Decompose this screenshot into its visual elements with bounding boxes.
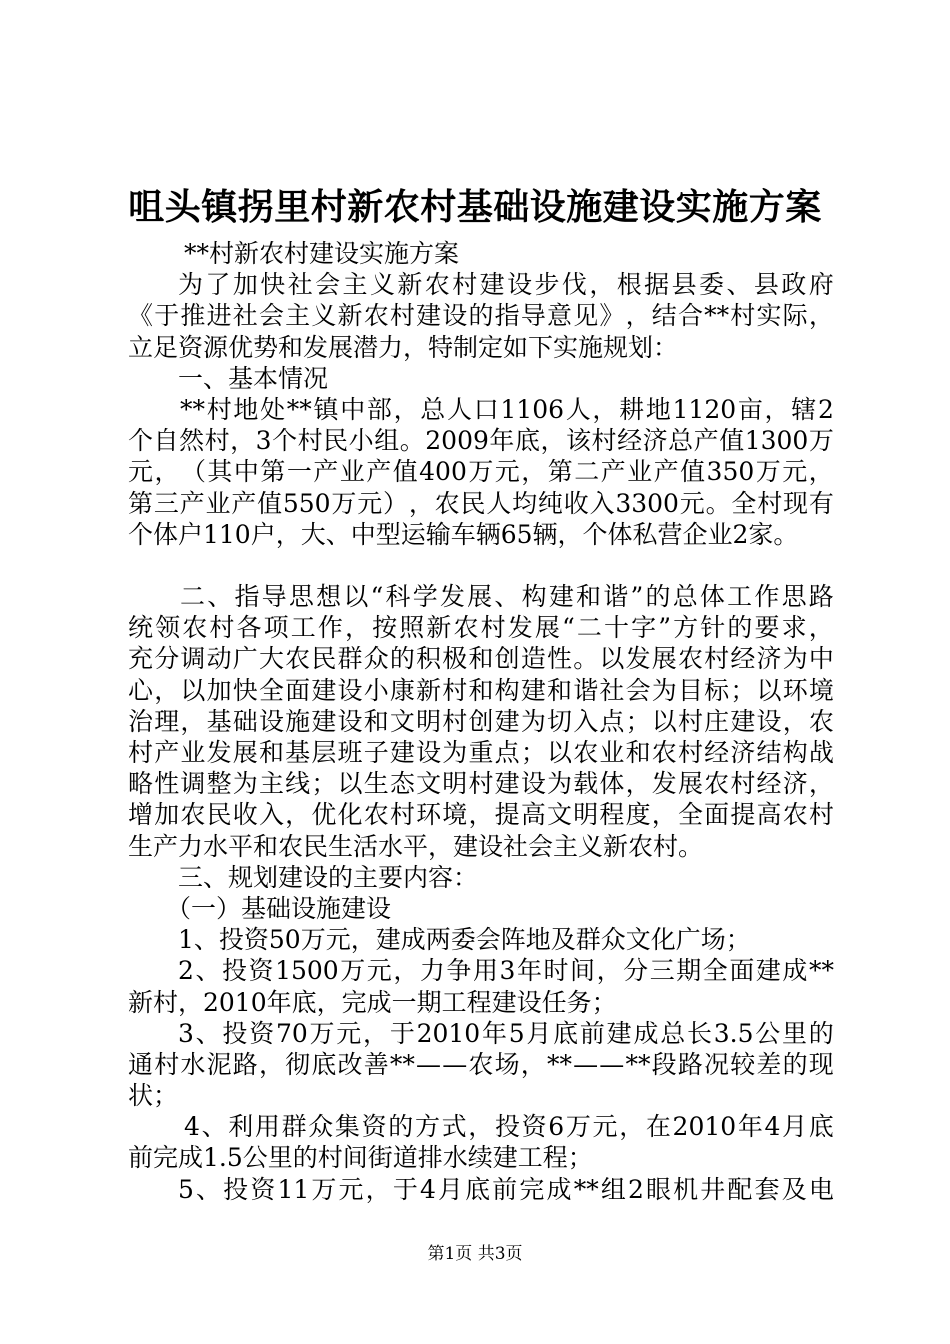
paragraph-line: 治 理 ， 基 础 设 施 建 设 和 文 明 村 创 建 为 切 入 点 ； 以 村 庄 建 设 ， 农 [128,706,834,736]
paragraph-line: 2 、 投 资 1500 万 元 ， 力 争 用 3 年 时 间 ， 分 三 期 全 面 建 成 ** [178,956,834,986]
document-title: 咀头镇拐里村新农村基础设施建设实施方案 [128,186,822,228]
paragraph-line: 《 于 推 进 社 会 主 义 新 农 村 建 设 的 指 导 意 见 》 ， 结 合 ** 村 实 际 ， [128,301,834,331]
document-body [128,238,834,1205]
paragraph-line: 心 ， 以 加 快 全 面 建 设 小 康 新 村 和 构 建 和 谐 社 会 为 目 标 ； 以 环 境 [128,675,834,705]
paragraph-line: 一、基本情况 [178,363,329,393]
paragraph-line: 立足资源优势和发展潜力，特制定如下实施规划： [128,332,679,362]
paragraph-line: 5 、 投 资 11 万 元 ， 于 4 月 底 前 完 成 ** 组 2 眼 机 井 配 套 及 电 [178,1174,834,1204]
paragraph-line: 略 性 调 整 为 主 线 ； 以 生 态 文 明 村 建 设 为 载 体 ， 发 展 农 村 经 济 ， [128,769,834,799]
paragraph-line: 4 、 利 用 群 众 集 资 的 方 式 ， 投 资 6 万 元 ， 在 2010 年 4 月 底 [184,1112,834,1142]
paragraph-line: 1、投资50万元，建成两委会阵地及群众文化广场； [178,925,751,955]
paragraph-line: 统 领 农 村 各 项 工 作 ， 按 照 新 农 村 发 展 “ 二 十 字 ” 方 针 的 要 求 ， [128,613,834,643]
paragraph-line: 个 自 然 村 ， 3 个 村 民 小 组 。 2009 年 底 ， 该 村 经 济 总 产 值 1300 万 [128,426,834,456]
paragraph-line: 状； [128,1081,179,1111]
paragraph-line: 前完成1.5公里的村间街道排水续建工程； [128,1143,593,1173]
paragraph-line: 为 了 加 快 社 会 主 义 新 农 村 建 设 步 伐 ， 根 据 县 委 、 县 政 府 [178,270,834,300]
paragraph-line: 增 加 农 民 收 入 ， 优 化 农 村 环 境 ， 提 高 文 明 程 度 ， 全 面 提 高 农 村 [128,800,834,830]
paragraph-line: 第 三 产 业 产 值 550 万 元 ） ， 农 民 人 均 纯 收 入 3300 元 。 全 村 现 有 [128,488,834,518]
paragraph-line: （一）基础设施建设 [166,893,392,923]
paragraph-line: 通 村 水 泥 路 ， 彻 底 改 善 ** — — 农 场 ， ** — — ** 段 路 况 较 差 的 现 [128,1049,834,1079]
paragraph-line: ** 村 地 处 ** 镇 中 部 ， 总 人 口 1106 人 ， 耕 地 1120 亩 ， 辖 2 [180,394,834,424]
paragraph-line: 二 、 指 导 思 想 以 “ 科 学 发 展 、 构 建 和 谐 ” 的 总 体 工 作 思 路 [180,582,834,612]
paragraph-line: 新村，2010年底，完成一期工程建设任务； [128,987,617,1017]
paragraph-line: **村新农村建设实施方案 [184,239,460,268]
paragraph-line: 村 产 业 发 展 和 基 层 班 子 建 设 为 重 点 ； 以 农 业 和 农 村 经 济 结 构 战 [128,738,834,767]
blank-line [128,550,834,581]
paragraph-line: 生产力水平和农民生活水平，建设社会主义新农村。 [128,831,704,861]
paragraph-line: 个体户110户，大、中型运输车辆65辆，个体私营企业2家。 [128,519,799,549]
paragraph-line: 充 分 调 动 广 大 农 民 群 众 的 积 极 和 创 造 性 。 以 发 展 农 村 经 济 为 中 [128,644,834,674]
page-footer: 第1页 共3页 [427,1244,523,1264]
paragraph-line: 三、规划建设的主要内容： [178,862,479,892]
paragraph-line: 3 、 投 资 70 万 元 ， 于 2010 年 5 月 底 前 建 成 总 长 3.5 公 里 的 [178,1018,834,1048]
paragraph-line: 元 ， （ 其 中 第 一 产 业 产 值 400 万 元 ， 第 二 产 业 产 值 350 万 元 ， [128,457,834,487]
